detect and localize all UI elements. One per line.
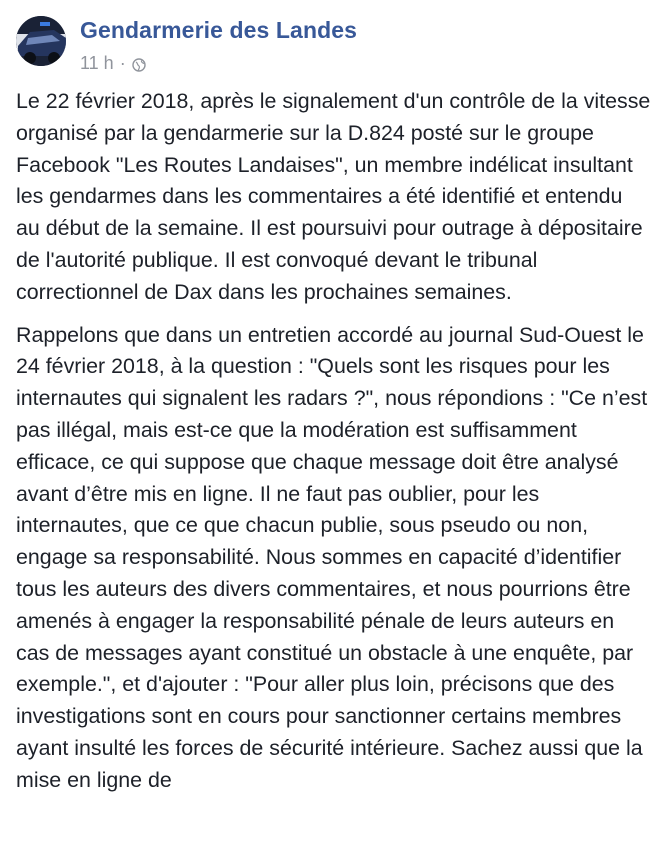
post-timestamp[interactable]: 11 h xyxy=(80,53,114,73)
post-meta xyxy=(80,53,146,74)
post-paragraph-1: Le 22 février 2018, après le signalement d'un contrôle de la vitesse organisé par la gendarmerie sur la D.824 posté sur le groupe Facebook "Les Routes Landaises", un membre indélicat insultant les gendarmes dans les commentaires a été identifié et entendu au début de la semaine. Il est poursuivi pour outrage à dépositaire de l'autorité publique. Il est convoqué devant le tribunal correctionnel de Dax dans les prochaines semaines. xyxy=(16,89,651,304)
globe-icon[interactable] xyxy=(132,58,146,72)
post-paragraph-2: Rappelons que dans un entretien accordé au journal Sud-Ouest le 24 février 2018, à la question : "Quels sont les risques pour les internautes qui signalent les radars ?", nous répondions : "Ce n’est pas illégal, mais est-ce que la modération est suffisamment efficace, ce qui suppose que chaque message doit être analysé avant d’être mis en ligne. Il ne faut pas oublier, pour les internautes, que ce que chacun publie, sous pseudo ou non, engage sa responsabilité. Nous sommes en capacité d’identifier tous les auteurs des divers commentaires, et nous pourrions être amenés à engager la responsabilité pénale de leurs auteurs en cas de messages ayant constitué un obstacle à une enquête, par exemple.", et d'ajouter : "Pour aller plus loin, précisons que des investigations sont en cours pour sanctionner certains membres ayant insulté les forces de sécurité intérieure. Sachez aussi que la mise en ligne de xyxy=(16,322,648,792)
avatar[interactable] xyxy=(16,16,66,66)
gendarmerie-vehicle-icon xyxy=(16,16,66,66)
meta-separator: · xyxy=(119,53,126,73)
author-name[interactable]: Gendarmerie des Landes xyxy=(80,17,358,43)
post-body xyxy=(16,86,652,808)
